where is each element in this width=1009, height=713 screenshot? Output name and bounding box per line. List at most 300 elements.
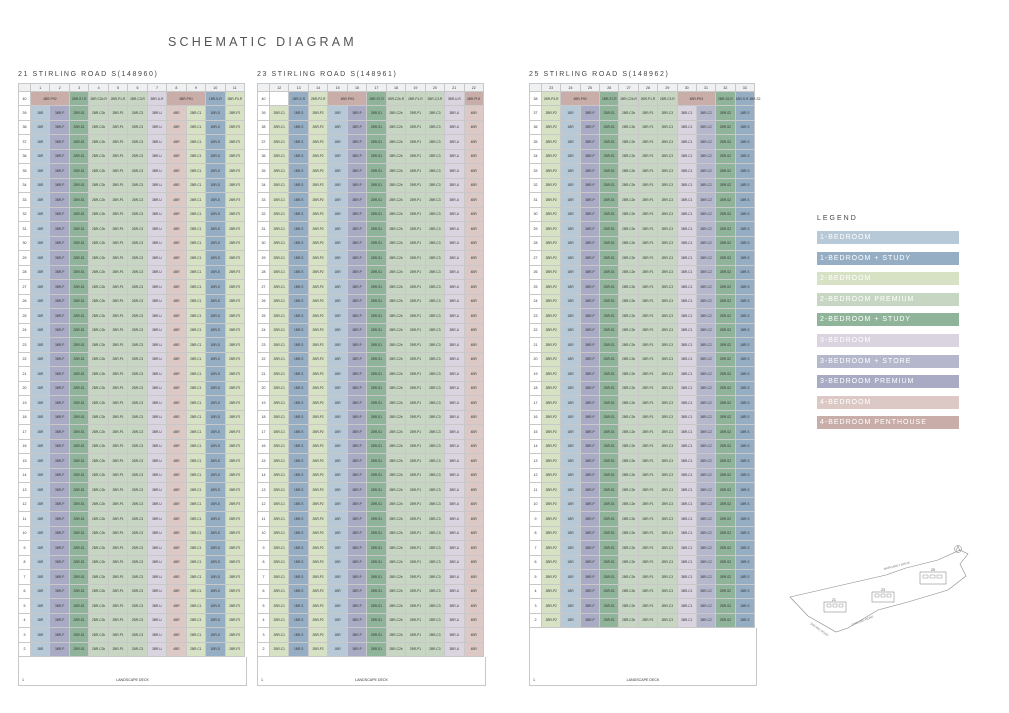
unit-cell: 2BR-P1 — [406, 265, 425, 280]
unit-cell: 2BR-C1 — [186, 222, 205, 237]
unit-cell: 2BR-C2b — [89, 396, 108, 411]
unit-cell: 2BR-C2b — [89, 338, 108, 353]
unit-cell: 1BR-S — [735, 555, 754, 570]
floor-row — [19, 410, 245, 425]
floor-row — [19, 280, 245, 295]
unit-cell: 2BR-P1 — [406, 352, 425, 367]
unit-cell: 2BR-P1 — [406, 642, 425, 657]
unit-cell: 2BR-S1 — [600, 251, 619, 266]
unit-cell: 2BR-S1 — [367, 483, 386, 498]
unit-cell: 1BR — [31, 135, 50, 150]
unit-cell: 2BR-P2 — [225, 265, 244, 280]
unit-cell: 2BR-P1 — [638, 251, 657, 266]
floor-row — [530, 120, 755, 135]
floor-row — [19, 454, 245, 469]
unit-cell: 2BR-C1 — [186, 584, 205, 599]
unit-cell: 3BR-C1 — [677, 352, 696, 367]
unit-cell: 3BR-U — [445, 120, 464, 135]
unit-cell: 2BR-C2b — [89, 309, 108, 324]
unit-cell: 2BR-P2 — [225, 367, 244, 382]
unit-cell: 2BR-C1 — [270, 120, 289, 135]
unit-cell: 2BR-S1 — [367, 526, 386, 541]
floor-row — [19, 338, 245, 353]
unit-cell: 2BR-S1 — [69, 526, 88, 541]
unit-cell: 2BR-C2b — [386, 207, 405, 222]
unit-cell: 1BR-S — [206, 497, 225, 512]
unit-cell: 1BR-S — [206, 178, 225, 193]
unit-cell: 2BR-S1 — [69, 222, 88, 237]
unit-cell: 2BR-P2 — [308, 497, 327, 512]
unit-cell: 3BR-C2 — [696, 570, 715, 585]
unit-cell: 2BR-C1 — [270, 541, 289, 556]
floor-row — [530, 599, 755, 614]
unit-cell: 3BR-U — [147, 294, 166, 309]
floor-row — [530, 570, 755, 585]
unit-cell: 4BR — [464, 120, 483, 135]
unit-cell: 1BR-S — [735, 599, 754, 614]
unit-cell: 2BR-C3 — [128, 236, 147, 251]
unit-cell: 2BR-C2b — [386, 483, 405, 498]
unit-cell: 2BR-S2 — [716, 149, 735, 164]
unit-cell: 2BR-S2 — [716, 120, 735, 135]
unit-cell: 1BR — [328, 584, 347, 599]
unit-cell: 1BR-S — [735, 367, 754, 382]
unit-cell: 4BR — [464, 555, 483, 570]
unit-cell: 1BR — [561, 541, 580, 556]
unit-cell: 3BR-P — [580, 106, 599, 121]
unit-cell: 1BR-S — [735, 106, 754, 121]
unit-cell: 2BR-S1 — [69, 106, 88, 121]
unit-cell: 2BR-P1 — [406, 222, 425, 237]
floor-number: 5 — [258, 599, 270, 614]
unit-cell: 2BR-S1 — [69, 555, 88, 570]
unit-cell: 4BR — [464, 628, 483, 643]
unit-cell: 2BR-C3 — [658, 222, 677, 237]
floor-number: 40 — [258, 92, 270, 106]
unit-cell: 2BR-C3 — [658, 468, 677, 483]
unit-cell: 2BR-S1 — [600, 309, 619, 324]
unit-cell: 2BR-C1 — [270, 381, 289, 396]
unit-cell: 3BR-C2 — [696, 367, 715, 382]
floor-number: 20 — [19, 381, 31, 396]
unit-cell: 2BR-P2 — [542, 454, 561, 469]
unit-cell: 2BR-P2 — [308, 294, 327, 309]
unit-cell: 2BR-S1 — [367, 106, 386, 121]
floor-row — [530, 149, 755, 164]
legend-item-2-bedroom: 2-BEDROOM — [817, 272, 959, 285]
unit-cell: 1BR-S — [735, 584, 754, 599]
unit-cell: 1BR — [328, 367, 347, 382]
floor-number: 15 — [19, 454, 31, 469]
unit-cell: 2BR-C3 — [425, 193, 444, 208]
unit-cell: 1BR-S — [289, 149, 308, 164]
floor-number: 22 — [19, 352, 31, 367]
unit-cell: 2BR-P1 — [108, 497, 127, 512]
unit-cell: 1BR-S — [289, 410, 308, 425]
stack-number: 23 — [542, 84, 561, 92]
floor-number: 14 — [19, 468, 31, 483]
unit-cell: 2BR-S2 — [716, 396, 735, 411]
unit-cell: 2BR-P2 — [542, 106, 561, 121]
floor-row — [258, 483, 484, 498]
header-corner — [19, 84, 31, 92]
unit-cell: 1BR-S — [206, 106, 225, 121]
stack-number: 30 — [677, 84, 696, 92]
unit-cell: 2BR-S1 — [367, 149, 386, 164]
unit-cell: 2BR-P1 — [108, 367, 127, 382]
block-21-landscape-deck — [18, 657, 247, 686]
unit-cell: 2BR-C2b — [89, 207, 108, 222]
unit-cell: 3BR-C2 — [696, 265, 715, 280]
unit-cell-penthouse: 4BR-PH2 — [561, 92, 600, 106]
unit-cell: 2BR-C2b — [619, 454, 638, 469]
unit-cell: 2BR-C3 — [425, 338, 444, 353]
floor-number: 36 — [19, 149, 31, 164]
unit-cell: 1BR-S — [735, 483, 754, 498]
floor-row — [530, 193, 755, 208]
unit-cell: 2BR-C3 — [658, 352, 677, 367]
floor-number: 21 — [530, 338, 542, 353]
unit-cell: 2BR-P2 — [308, 396, 327, 411]
unit-cell: 2BR-S2 — [716, 381, 735, 396]
unit-cell: 3BR-C1 — [677, 207, 696, 222]
unit-cell: 2BR-C3 — [128, 642, 147, 657]
unit-cell: 3BR-P — [50, 439, 69, 454]
unit-cell: 2BR-C2b — [386, 410, 405, 425]
unit-cell: 3BR-P — [50, 323, 69, 338]
unit-cell: 4BR — [167, 236, 186, 251]
unit-cell: 2BR-C3 — [425, 251, 444, 266]
unit-cell: 2BR-P1 — [108, 352, 127, 367]
unit-cell: 2BR-C3 — [658, 439, 677, 454]
stack-number: 24 — [561, 84, 580, 92]
unit-cell: 2BR-C3 — [128, 338, 147, 353]
unit-cell-penthouse: 1BR-S-R 4BR-S2 — [735, 92, 754, 106]
unit-cell: 2BR-C2b — [89, 599, 108, 614]
road-label-sirling: SIRLING ROAD — [809, 621, 830, 638]
unit-cell: 1BR-S — [289, 222, 308, 237]
unit-cell: 1BR-S — [735, 497, 754, 512]
unit-cell: 4BR — [167, 294, 186, 309]
stack-number: 7 — [147, 84, 166, 92]
unit-cell: 2BR-C2b — [89, 280, 108, 295]
unit-cell: 3BR-C2 — [696, 381, 715, 396]
unit-cell: 1BR-S — [735, 396, 754, 411]
unit-cell: 2BR-C2b — [89, 526, 108, 541]
unit-cell: 2BR-C3 — [658, 454, 677, 469]
unit-cell: 1BR — [31, 352, 50, 367]
floor-row — [258, 135, 484, 150]
floor-number: 29 — [19, 251, 31, 266]
floor-row — [530, 178, 755, 193]
floor-row — [530, 135, 755, 150]
unit-cell: 3BR-U — [445, 439, 464, 454]
unit-cell: 1BR-S — [206, 425, 225, 440]
unit-cell: 4BR — [167, 570, 186, 585]
unit-cell: 2BR-P1 — [108, 265, 127, 280]
unit-cell: 2BR-C2b — [619, 541, 638, 556]
unit-cell: 4BR — [167, 396, 186, 411]
unit-cell: 3BR-P — [580, 584, 599, 599]
unit-cell: 2BR-P1 — [108, 555, 127, 570]
unit-cell: 2BR-C3 — [128, 541, 147, 556]
unit-cell: 4BR — [167, 454, 186, 469]
unit-cell: 2BR-C1 — [186, 265, 205, 280]
floor-row-top — [258, 92, 484, 106]
header-corner — [530, 84, 542, 92]
unit-cell: 3BR-C1 — [677, 555, 696, 570]
unit-cell: 2BR-P2 — [308, 309, 327, 324]
unit-cell: 1BR-S — [735, 207, 754, 222]
floor-row — [258, 294, 484, 309]
floor-row — [258, 164, 484, 179]
unit-cell: 2BR-P2 — [542, 555, 561, 570]
unit-cell: 2BR-S1 — [600, 106, 619, 121]
unit-cell: 2BR-S1 — [69, 483, 88, 498]
unit-cell: 3BR-U — [445, 483, 464, 498]
unit-cell: 3BR-P — [50, 410, 69, 425]
floor-number: 9 — [19, 541, 31, 556]
unit-cell: 2BR-C1 — [270, 323, 289, 338]
unit-cell: 2BR-C2b — [386, 236, 405, 251]
unit-cell: 3BR-P — [580, 396, 599, 411]
floor-number: 8 — [19, 555, 31, 570]
floor-row — [19, 207, 245, 222]
unit-cell: 3BR-P — [347, 106, 366, 121]
unit-cell: 1BR-S — [289, 106, 308, 121]
unit-cell: 4BR — [167, 222, 186, 237]
block-23-stack-table — [257, 83, 484, 657]
floor-row — [258, 497, 484, 512]
unit-cell: 3BR-U — [445, 352, 464, 367]
unit-cell: 2BR-C1 — [186, 541, 205, 556]
unit-cell: 2BR-P1 — [406, 149, 425, 164]
unit-cell: 2BR-C1 — [186, 236, 205, 251]
unit-cell-penthouse: 2BR-C3-R — [128, 92, 147, 106]
unit-cell: 2BR-S1 — [600, 207, 619, 222]
stack-number: 15 — [328, 84, 347, 92]
unit-cell: 1BR — [328, 526, 347, 541]
unit-cell: 2BR-C2b — [386, 599, 405, 614]
floor-number: 15 — [258, 454, 270, 469]
unit-cell: 4BR — [167, 135, 186, 150]
unit-cell: 2BR-P2 — [225, 106, 244, 121]
unit-cell: 2BR-C2b — [619, 584, 638, 599]
floor-number: 39 — [258, 106, 270, 121]
unit-cell: 3BR-U — [445, 410, 464, 425]
floor-number: 29 — [258, 251, 270, 266]
floor-number: 23 — [530, 309, 542, 324]
unit-cell: 3BR-P — [580, 135, 599, 150]
unit-cell: 3BR-P — [347, 367, 366, 382]
unit-cell: 2BR-S1 — [367, 541, 386, 556]
unit-cell: 2BR-C1 — [270, 207, 289, 222]
unit-cell: 1BR — [31, 512, 50, 527]
floor-number: 2 — [19, 642, 31, 657]
stack-number: 12 — [270, 84, 289, 92]
unit-cell: 3BR-P — [347, 381, 366, 396]
unit-cell: 2BR-S2 — [716, 106, 735, 121]
unit-cell: 2BR-P1 — [108, 584, 127, 599]
unit-cell: 4BR — [167, 164, 186, 179]
unit-cell: 2BR-P1 — [638, 135, 657, 150]
floor-number: 2 — [530, 613, 542, 628]
unit-cell: 2BR-S1 — [69, 338, 88, 353]
unit-cell: 3BR-U — [445, 164, 464, 179]
unit-cell: 3BR-C1 — [677, 164, 696, 179]
unit-cell: 4BR — [464, 483, 483, 498]
unit-cell: 2BR-P1 — [638, 164, 657, 179]
stack-number: 22 — [464, 84, 483, 92]
unit-cell: 3BR-U — [445, 323, 464, 338]
unit-cell: 4BR — [464, 512, 483, 527]
unit-cell: 2BR-C1 — [270, 570, 289, 585]
unit-cell: 2BR-C1 — [186, 526, 205, 541]
unit-cell: 3BR-P — [347, 352, 366, 367]
floor-row — [258, 280, 484, 295]
unit-cell: 3BR-U — [445, 497, 464, 512]
unit-cell: 2BR-C2b — [89, 613, 108, 628]
unit-cell: 2BR-S2 — [716, 164, 735, 179]
unit-cell: 1BR-S — [206, 309, 225, 324]
unit-cell: 2BR-C3 — [658, 497, 677, 512]
unit-cell: 2BR-P1 — [638, 512, 657, 527]
unit-cell: 2BR-S1 — [600, 439, 619, 454]
unit-cell: 2BR-C1 — [186, 497, 205, 512]
unit-cell: 2BR-P1 — [406, 207, 425, 222]
unit-cell: 2BR-P1 — [638, 178, 657, 193]
unit-cell: 2BR-C1 — [186, 193, 205, 208]
unit-cell: 3BR-P — [50, 396, 69, 411]
unit-cell: 3BR-U — [445, 149, 464, 164]
unit-cell: 2BR-C3 — [128, 425, 147, 440]
unit-cell: 2BR-P1 — [638, 236, 657, 251]
unit-cell: 1BR — [561, 178, 580, 193]
unit-cell: 2BR-P2 — [225, 425, 244, 440]
unit-cell: 2BR-C3 — [128, 178, 147, 193]
floor-row — [19, 425, 245, 440]
unit-cell: 3BR-U — [445, 396, 464, 411]
floor-row — [530, 352, 755, 367]
unit-cell: 2BR-S1 — [367, 570, 386, 585]
unit-cell: 2BR-P2 — [308, 541, 327, 556]
floor-row — [19, 106, 245, 121]
unit-cell: 2BR-P1 — [108, 280, 127, 295]
unit-cell: 2BR-C3 — [128, 512, 147, 527]
unit-cell: 2BR-S1 — [600, 265, 619, 280]
legend-item-1-bedroom-study: 1-BEDROOM + STUDY — [817, 252, 959, 265]
unit-cell: 2BR-S2 — [716, 135, 735, 150]
unit-cell: 2BR-P2 — [542, 265, 561, 280]
unit-cell: 2BR-P2 — [308, 207, 327, 222]
unit-cell: 3BR-P — [580, 613, 599, 628]
floor-number: 28 — [19, 265, 31, 280]
floor-row — [19, 294, 245, 309]
unit-cell: 2BR-P1 — [638, 454, 657, 469]
floor-number: 38 — [19, 120, 31, 135]
unit-cell: 3BR-P — [347, 584, 366, 599]
unit-cell: 4BR — [167, 512, 186, 527]
unit-cell: 2BR-S1 — [600, 323, 619, 338]
unit-cell: 3BR-P — [347, 483, 366, 498]
unit-cell: 2BR-C2b — [619, 222, 638, 237]
unit-cell: 2BR-P1 — [108, 222, 127, 237]
unit-cell: 2BR-S1 — [600, 120, 619, 135]
unit-cell: 2BR-P2 — [225, 120, 244, 135]
unit-cell: 3BR-U — [147, 483, 166, 498]
floor-row — [19, 178, 245, 193]
unit-cell: 2BR-S1 — [600, 149, 619, 164]
unit-cell: 2BR-S2 — [716, 265, 735, 280]
unit-cell: 1BR-S — [206, 251, 225, 266]
unit-cell: 1BR — [328, 193, 347, 208]
unit-cell: 2BR-S2 — [716, 236, 735, 251]
unit-cell: 1BR — [328, 106, 347, 121]
unit-cell: 2BR-C3 — [425, 222, 444, 237]
unit-cell: 3BR-C2 — [696, 497, 715, 512]
unit-cell-penthouse: 2BR-P1-R — [108, 92, 127, 106]
unit-cell: 2BR-C2b — [619, 106, 638, 121]
unit-cell: 2BR-P2 — [542, 570, 561, 585]
floor-row-top — [530, 92, 755, 106]
unit-cell: 2BR-C3 — [425, 642, 444, 657]
unit-cell: 1BR-S — [206, 222, 225, 237]
unit-cell: 2BR-S1 — [600, 164, 619, 179]
unit-cell: 2BR-S2 — [716, 541, 735, 556]
unit-cell: 3BR-U — [147, 352, 166, 367]
unit-cell: 2BR-C1 — [186, 106, 205, 121]
unit-cell: 2BR-P1 — [638, 555, 657, 570]
floor-number: 9 — [258, 541, 270, 556]
unit-cell: 2BR-C2b — [89, 410, 108, 425]
unit-cell: 3BR-P — [50, 642, 69, 657]
unit-cell: 4BR — [167, 178, 186, 193]
unit-cell: 2BR-C2b — [619, 468, 638, 483]
unit-cell: 2BR-S1 — [69, 309, 88, 324]
unit-cell: 1BR — [561, 439, 580, 454]
floor-number: 28 — [258, 265, 270, 280]
unit-cell: 2BR-S1 — [367, 599, 386, 614]
unit-cell: 1BR-S — [289, 584, 308, 599]
unit-cell: 2BR-P1 — [108, 294, 127, 309]
unit-cell: 1BR-S — [735, 222, 754, 237]
unit-cell: 3BR-P — [347, 497, 366, 512]
unit-cell: 2BR-P1 — [108, 541, 127, 556]
stack-number: 13 — [289, 84, 308, 92]
unit-cell-penthouse: 2BR-C3-R — [425, 92, 444, 106]
unit-cell: 2BR-P2 — [542, 207, 561, 222]
unit-cell: 3BR-P — [50, 381, 69, 396]
floor-number: 17 — [530, 396, 542, 411]
unit-cell: 1BR-S — [289, 251, 308, 266]
unit-cell: 1BR — [328, 570, 347, 585]
unit-cell: 2BR-S1 — [367, 309, 386, 324]
unit-cell: 2BR-C1 — [186, 642, 205, 657]
unit-cell: 3BR-U — [445, 294, 464, 309]
unit-cell: 2BR-S1 — [600, 193, 619, 208]
unit-cell: 2BR-P2 — [542, 526, 561, 541]
unit-cell: 1BR-S — [735, 613, 754, 628]
floor-row — [530, 410, 755, 425]
unit-cell: 2BR-S1 — [69, 497, 88, 512]
unit-cell-penthouse: 4BR-PH3 — [677, 92, 716, 106]
unit-cell: 2BR-P2 — [308, 280, 327, 295]
unit-cell: 4BR — [167, 483, 186, 498]
unit-cell: 2BR-C2b — [89, 193, 108, 208]
unit-cell: 2BR-C3 — [425, 410, 444, 425]
unit-cell: 2BR-P1 — [406, 410, 425, 425]
tower-21-footprint — [824, 602, 846, 612]
